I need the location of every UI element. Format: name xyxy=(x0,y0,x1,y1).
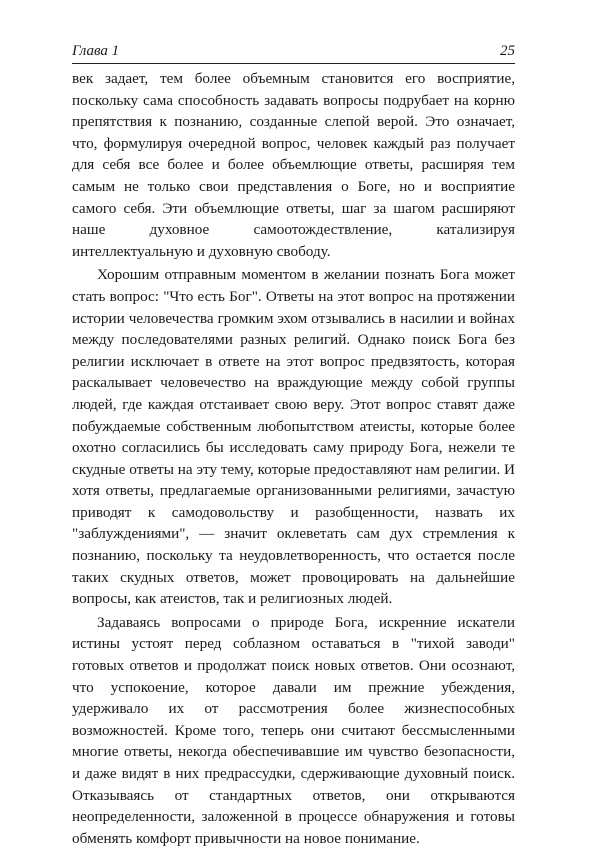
running-head xyxy=(72,41,515,61)
body-text xyxy=(72,68,515,849)
header-rule xyxy=(72,63,515,64)
paragraph: Задаваясь вопросами о природе Бога, искренние искатели истины устоят перед соблазном оставаться в "тихой заводи" готовых ответов и продолжат поиск новых ответов. Они осознают, что успокоение, которое давали им прежние убеждения, удерживало их от рассмотрения более жизнеспособных возможностей. Кроме того, теперь они считают бессмысленными многие ответы, некогда обеспечивавшие им чувство безопасности, и даже видят в них предрассудки, сдерживающие духовный поиск. Отказываясь от стандартных ответов, они открываются неопределенности, заложенной в процессе обнаружения и готовы обменять комфорт привычности на новое понимание. xyxy=(72,613,515,847)
paragraph: Хорошим отправным моментом в желании познать Бога может стать вопрос: "Что есть Бог". Ответы на этот вопрос на протяжении истории человечества громким эхом отзывались в насилии и войнах между последователями разных религий. Однако поиск Бога без религии исключает в ответе на этот вопрос предвзятость, которая раскалывает человечество на враждующие между собой группы людей, где каждая отстаивает свою веру. Этот вопрос ставят даже побуждаемые собственным любопытством атеисты, которые более охотно согласились бы исследовать саму природу Бога, нежели те скудные ответы на эту тему, которые предоставляют нам религии. И хотя ответы, предлагаемые организованными религиями, зачастую приводят к самодовольству и разобщенности, назвать их "заблуждениями", — значит оклеветать сам дух стремления к познанию, поскольку та неудовлетворенность, что остается после таких скудных ответов, может провоцировать на дальнейшие вопросы, как атеистов, так и религиозных людей. xyxy=(72,266,515,608)
paragraph-continuation: век задает, тем более объемным становится его восприятие, поскольку сама способность задавать вопросы подрубает на корню препятствия к познанию, созданные слепой верой. Это означает, что, формулируя очередной вопрос, человек каждый раз получает для себя все более и более объемлющие ответы, расширяя тем самым не только свои представления о Боге, но и восприятие самого себя. Эти объемлющие ответы, шаг за шагом расширяют наше духовное самоотождествление, катализируя интеллектуальную и духовную свободу. xyxy=(72,70,515,260)
page-number: 25 xyxy=(500,43,515,59)
chapter-title: Глава 1 xyxy=(72,43,120,59)
